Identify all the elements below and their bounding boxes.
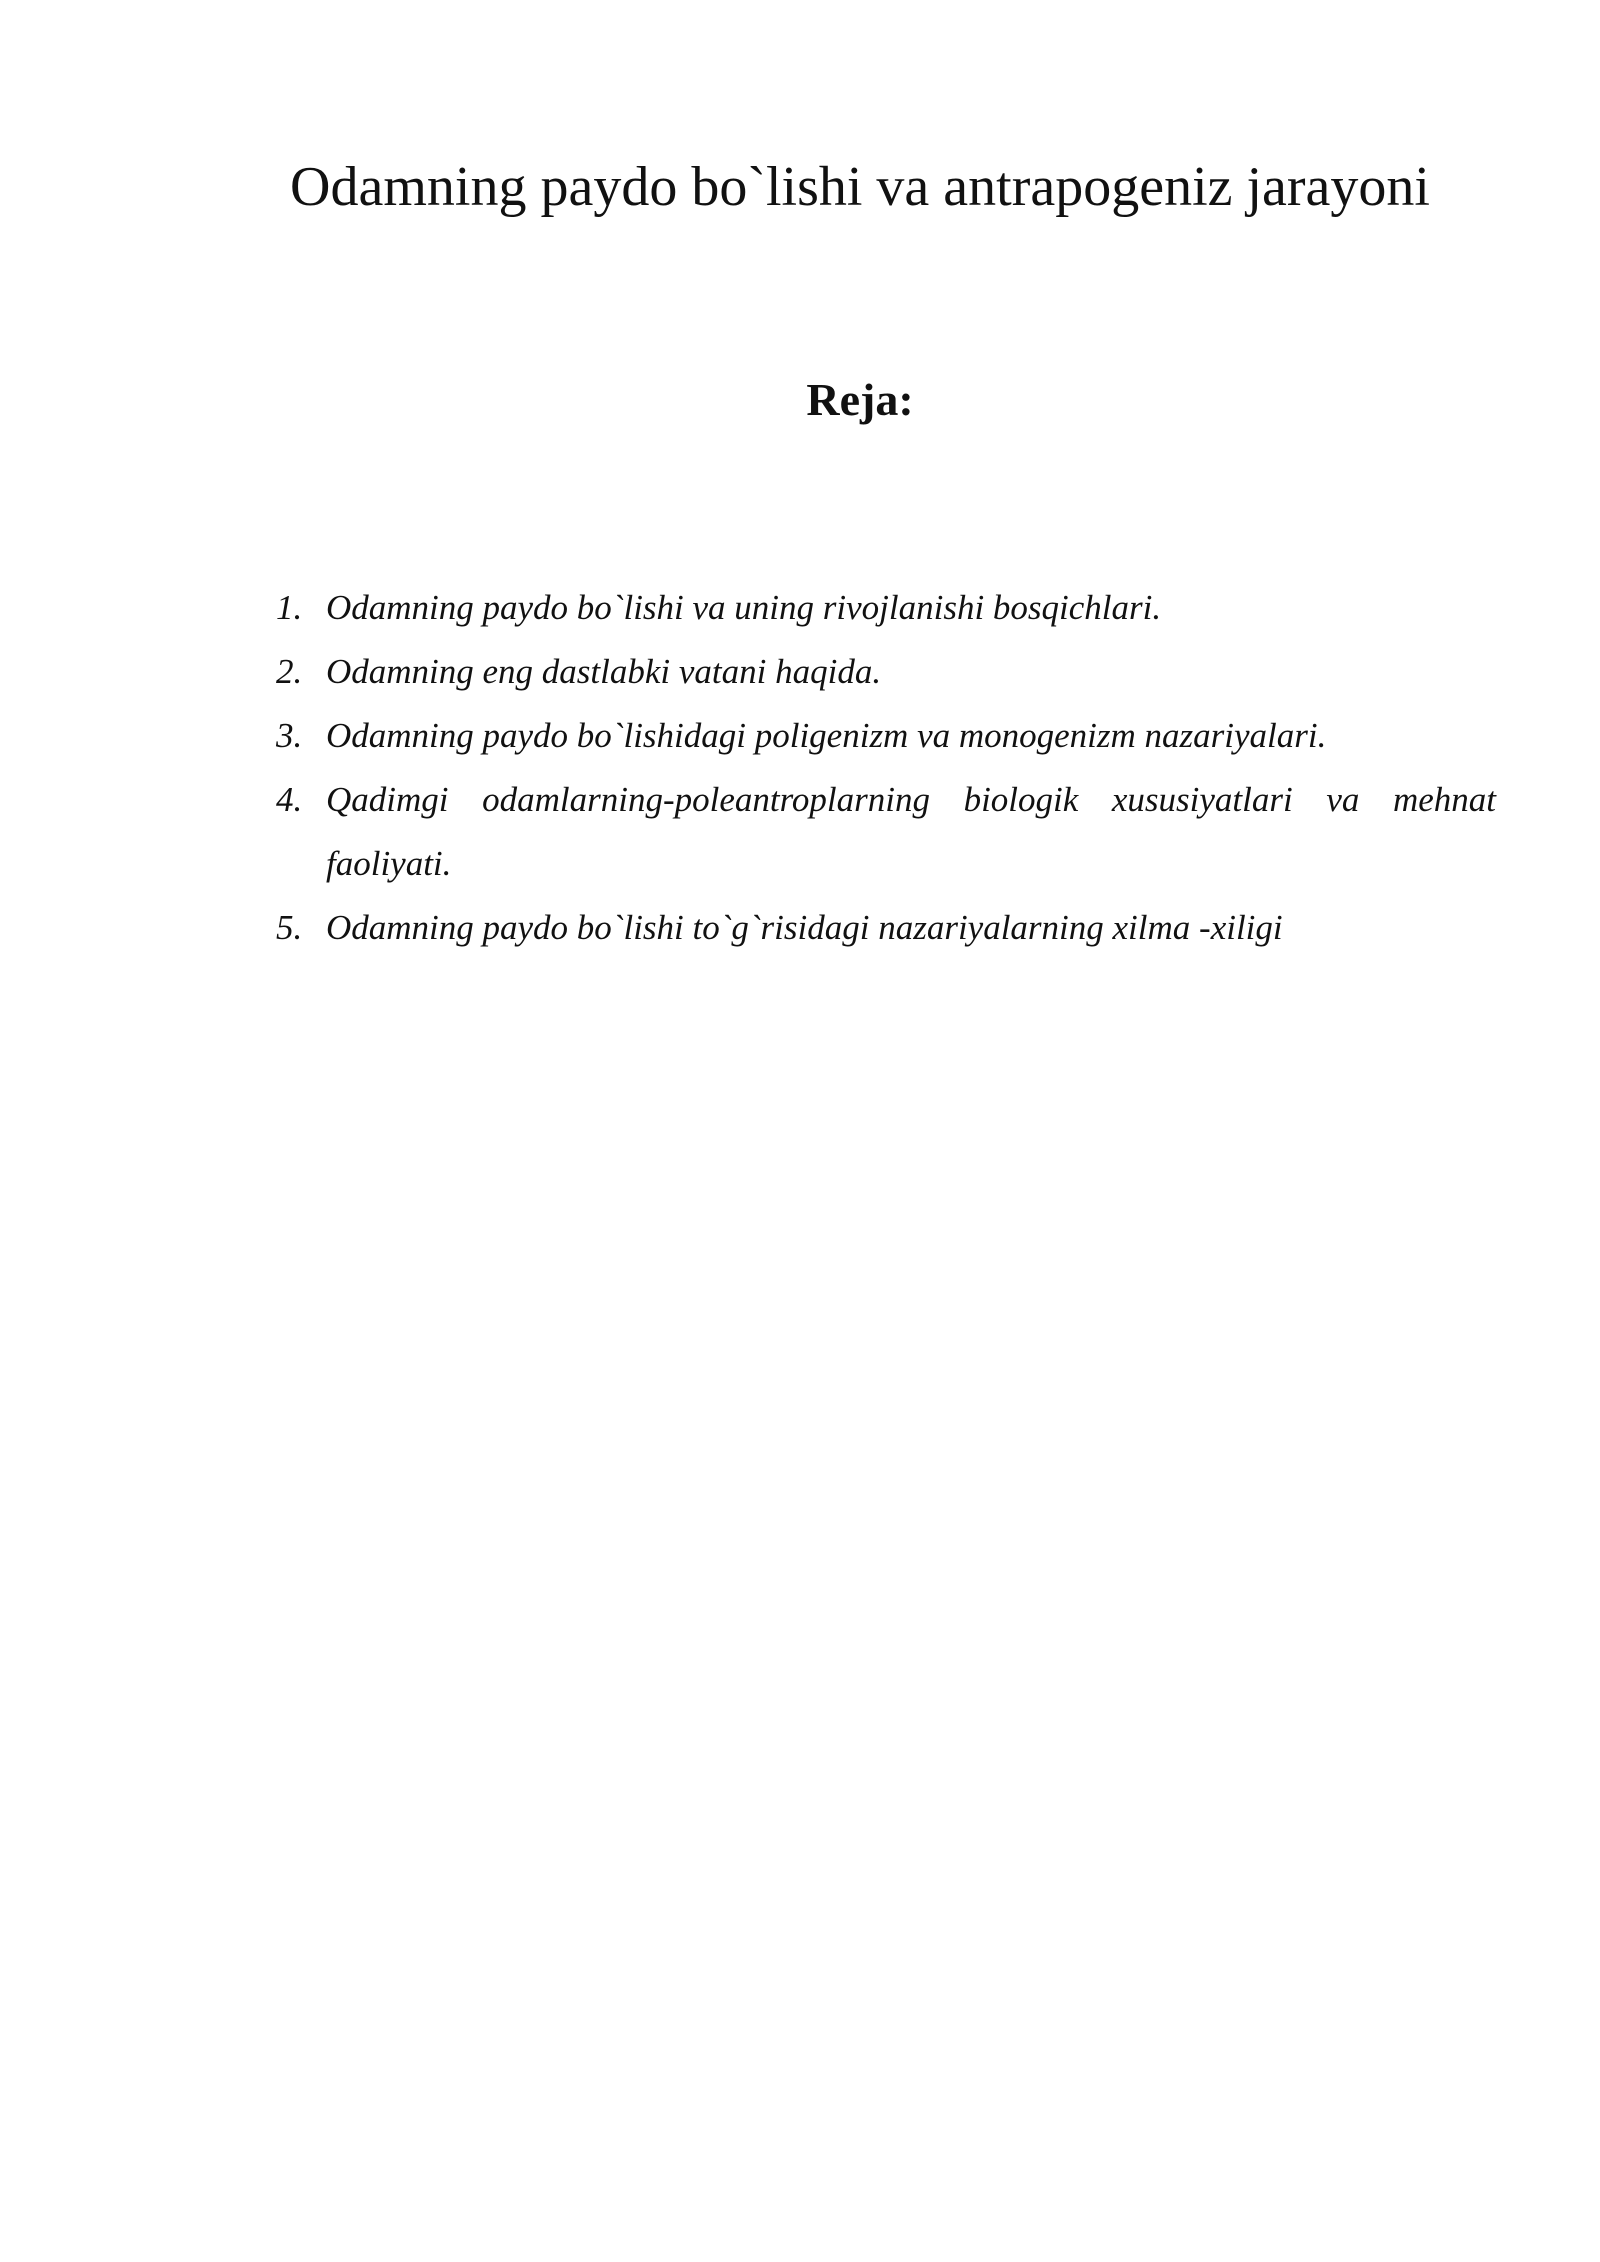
- plan-item-text: Odamning paydo bo`lishi to`g`risidagi nazariyalarning xilma -xiligi: [326, 908, 1283, 947]
- plan-item-number: 5.: [276, 908, 303, 947]
- plan-item-3: [276, 704, 1496, 768]
- plan-item-text: Odamning paydo bo`lishi va uning rivojlanishi bosqichlari.: [326, 588, 1162, 627]
- plan-item-number: 3.: [276, 716, 303, 755]
- plan-list: [276, 576, 1496, 960]
- plan-item-4: [276, 768, 1496, 896]
- plan-item-5: [276, 896, 1496, 960]
- plan-item-text: Qadimgi odamlarning-poleantroplarning biologik xususiyatlari va mehnat faoliyati.: [326, 780, 1496, 883]
- plan-item-number: 4.: [276, 780, 303, 819]
- plan-item-1: [276, 576, 1496, 640]
- plan-heading: Reja:: [806, 374, 914, 425]
- plan-item-number: 1.: [276, 588, 303, 627]
- plan-item-number: 2.: [276, 652, 303, 691]
- plan-item-2: [276, 640, 1496, 704]
- document-title: Odamning paydo bo`lishi va antrapogeniz jarayoni: [290, 156, 1430, 218]
- plan-item-text: Odamning eng dastlabki vatani haqida.: [326, 652, 882, 691]
- plan-item-text: Odamning paydo bo`lishidagi poligenizm va monogenizm nazariyalari.: [326, 716, 1327, 755]
